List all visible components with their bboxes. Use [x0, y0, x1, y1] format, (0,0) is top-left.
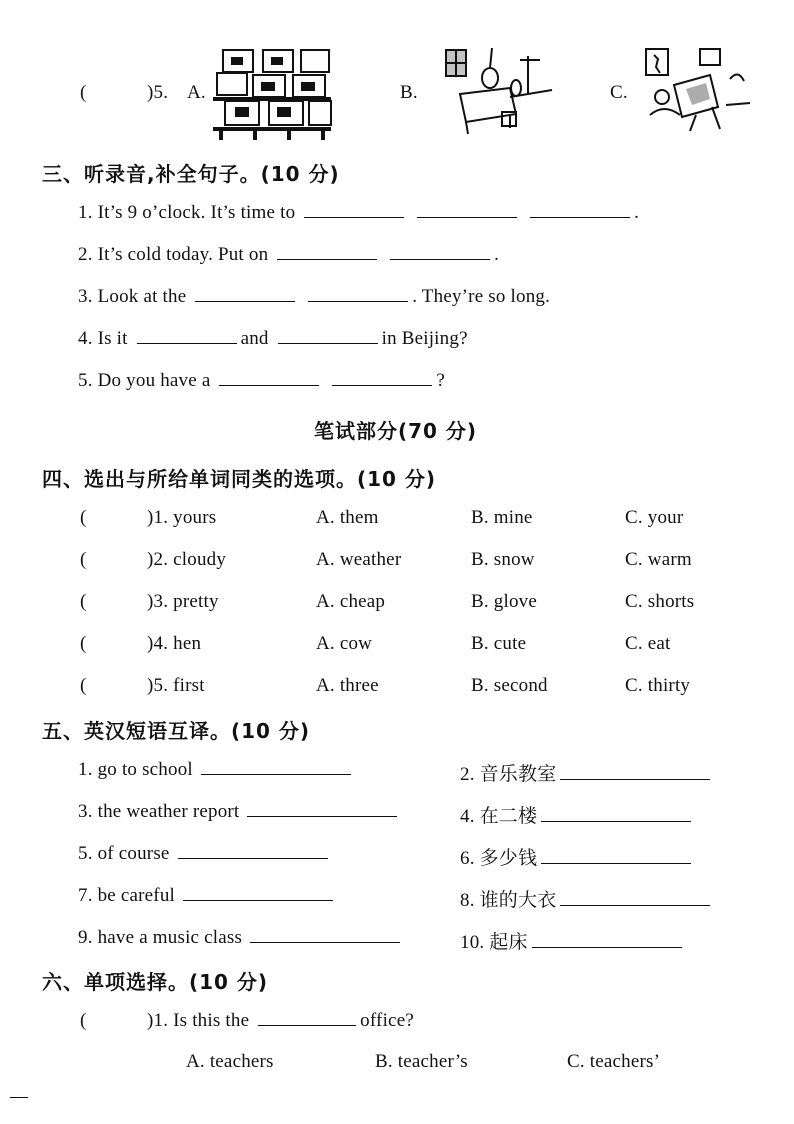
option-b: B. snow — [471, 549, 535, 570]
classroom-picture — [213, 45, 333, 140]
option-a: A. cow — [316, 633, 373, 654]
sentence-end: in Beijing? — [381, 328, 468, 349]
question-word: )4. hen — [147, 633, 202, 654]
answer-paren[interactable]: ( — [80, 591, 87, 612]
phrase-left-5 — [78, 843, 332, 865]
option-c: C. warm — [625, 549, 692, 570]
answer-blank[interactable] — [178, 857, 328, 859]
sentence-text: 3. Look at the — [78, 286, 187, 307]
sentence-end: ? — [436, 370, 446, 391]
answer-blank[interactable] — [278, 342, 378, 344]
sentence-mid: and — [240, 328, 269, 349]
question-stem: )1. Is this the — [147, 1010, 250, 1031]
sentence-end: . — [494, 244, 500, 265]
answer-blank[interactable] — [183, 899, 333, 901]
answer-blank[interactable] — [560, 778, 710, 780]
phrase-text: 10. 起床 — [460, 932, 528, 953]
option-c-label: C. — [610, 82, 628, 103]
option-c: C. shorts — [625, 591, 695, 612]
section3-title: 三、听录音,补全句子。(10 分) — [42, 162, 340, 186]
fill-sentence-4 — [78, 328, 468, 350]
question-word: )1. yours — [147, 507, 217, 528]
choice-question-1 — [147, 1010, 414, 1032]
answer-paren[interactable]: ( — [80, 507, 87, 528]
option-a: A. three — [316, 675, 379, 696]
fill-sentence-3 — [78, 286, 550, 308]
answer-blank[interactable] — [530, 216, 630, 218]
answer-blank[interactable] — [201, 773, 351, 775]
answer-blank[interactable] — [532, 946, 682, 948]
option-b: B. mine — [471, 507, 533, 528]
choice-option-a: A. teachers — [186, 1051, 274, 1072]
question-end: office? — [360, 1010, 414, 1031]
phrase-text: 3. the weather report — [78, 801, 240, 822]
option-c: C. thirty — [625, 675, 691, 696]
art-room-picture — [640, 45, 755, 135]
sentence-text: 1. It’s 9 o’clock. It’s time to — [78, 202, 296, 223]
answer-blank[interactable] — [541, 862, 691, 864]
option-a: A. weather — [316, 549, 402, 570]
question-word: )5. first — [147, 675, 205, 696]
phrase-left-3 — [78, 801, 401, 823]
section4-title: 四、选出与所给单词同类的选项。(10 分) — [42, 467, 437, 491]
fill-sentence-2 — [78, 244, 499, 266]
option-c: C. your — [625, 507, 684, 528]
answer-paren[interactable]: ( — [80, 549, 87, 570]
written-part-heading: 笔试部分(70 分) — [314, 419, 478, 443]
fill-sentence-5 — [78, 370, 445, 392]
phrase-text: 2. 音乐教室 — [460, 764, 557, 785]
sentence-text: 5. Do you have a — [78, 370, 211, 391]
answer-blank[interactable] — [417, 216, 517, 218]
sentence-end: . — [634, 202, 640, 223]
phrase-text: 8. 谁的大衣 — [460, 890, 557, 911]
phrase-text: 6. 多少钱 — [460, 848, 538, 869]
option-b-label: B. — [400, 82, 418, 103]
section6-title: 六、单项选择。(10 分) — [42, 970, 269, 994]
answer-blank[interactable] — [541, 820, 691, 822]
fill-sentence-1 — [78, 202, 639, 224]
phrase-left-7 — [78, 885, 337, 907]
sentence-end: . They’re so long. — [412, 286, 551, 307]
phrase-right-10 — [460, 927, 686, 954]
answer-blank[interactable] — [247, 815, 397, 817]
phrase-text: 7. be careful — [78, 885, 176, 906]
answer-paren[interactable]: ( — [80, 633, 87, 654]
answer-blank[interactable] — [277, 258, 377, 260]
option-a-label: A. — [187, 82, 206, 103]
phrase-right-4 — [460, 801, 695, 828]
question-number: )5. — [147, 82, 169, 103]
answer-blank[interactable] — [258, 1024, 356, 1026]
answer-paren[interactable]: ( — [80, 1010, 87, 1031]
phrase-text: 1. go to school — [78, 759, 193, 780]
option-a: A. cheap — [316, 591, 386, 612]
section5-title: 五、英汉短语互译。(10 分) — [42, 719, 311, 743]
option-b: B. second — [471, 675, 548, 696]
sentence-text: 4. Is it — [78, 328, 128, 349]
answer-blank[interactable] — [308, 300, 408, 302]
option-b: B. glove — [471, 591, 537, 612]
answer-paren: ( — [80, 82, 87, 103]
phrase-right-2 — [460, 759, 714, 786]
phrase-text: 5. of course — [78, 843, 170, 864]
option-b: B. cute — [471, 633, 527, 654]
option-c: C. eat — [625, 633, 671, 654]
answer-blank[interactable] — [332, 384, 432, 386]
answer-blank[interactable] — [219, 384, 319, 386]
answer-blank[interactable] — [137, 342, 237, 344]
choice-option-c: C. teachers’ — [567, 1051, 661, 1072]
sentence-text: 2. It’s cold today. Put on — [78, 244, 269, 265]
phrase-right-8 — [460, 885, 714, 912]
phrase-text: 9. have a music class — [78, 927, 243, 948]
answer-blank[interactable] — [390, 258, 490, 260]
answer-paren[interactable]: ( — [80, 675, 87, 696]
option-a: A. them — [316, 507, 379, 528]
question-word: )3. pretty — [147, 591, 219, 612]
phrase-right-6 — [460, 843, 695, 870]
phrase-text: 4. 在二楼 — [460, 806, 538, 827]
choice-option-b: B. teacher’s — [375, 1051, 468, 1072]
page-edge-mark — [10, 1097, 28, 1098]
phrase-left-9 — [78, 927, 404, 949]
answer-blank[interactable] — [195, 300, 295, 302]
answer-blank[interactable] — [304, 216, 404, 218]
question-word: )2. cloudy — [147, 549, 227, 570]
answer-blank[interactable] — [560, 904, 710, 906]
phrase-left-1 — [78, 759, 355, 781]
answer-blank[interactable] — [250, 941, 400, 943]
music-room-picture — [440, 42, 555, 137]
